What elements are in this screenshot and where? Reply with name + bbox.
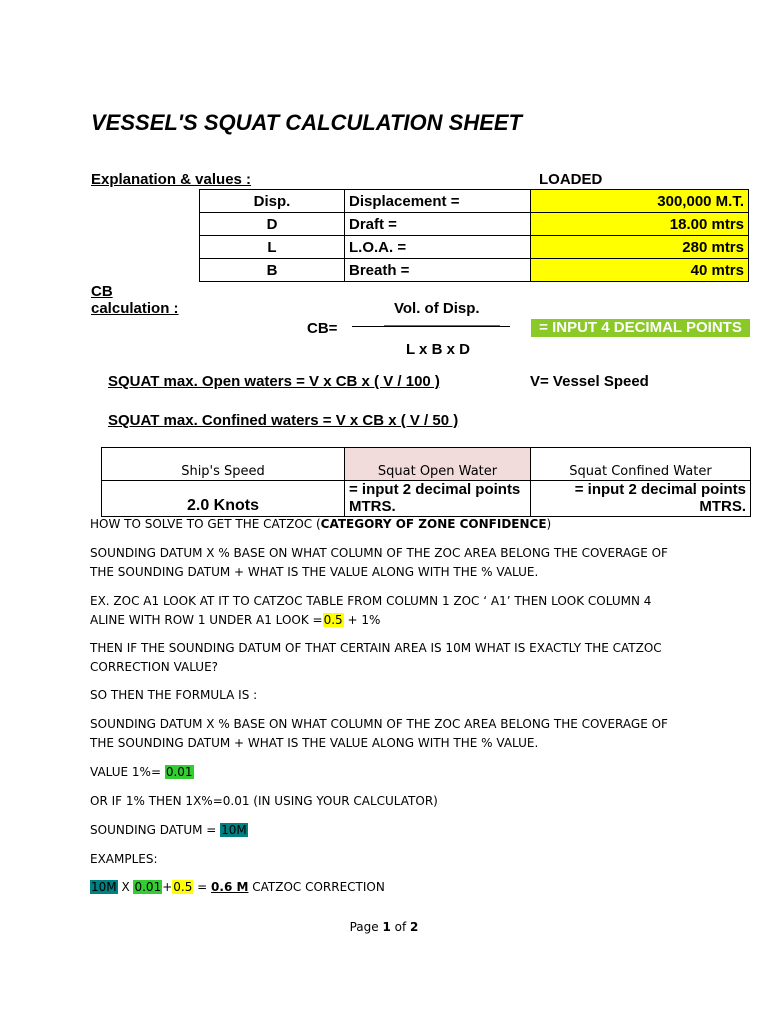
fraction-accent-line (384, 325, 500, 326)
paragraph-examples: EXAMPLES: (90, 852, 158, 866)
ex-tail: CATZOC CORRECTION (248, 880, 385, 894)
highlight-0-01: 0.01 (165, 765, 193, 779)
paragraph-formula-2: SOUNDING DATUM X % BASE ON WHAT COLUMN OF THE ZOC AREA BELONG THE COVERAGE OF THE SOUNDING DATUM + WHAT IS THE VALUE ALONG WITH THE % VALUE. (90, 717, 668, 750)
open-unit: MTRS. (349, 498, 396, 515)
speed-value[interactable]: 2.0 Knots (102, 481, 345, 517)
paragraph-calculator: OR IF 1% THEN 1X%=0.01 (IN USING YOUR CALCULATOR) (90, 794, 438, 808)
paragraph-value (90, 763, 690, 782)
example-calculation (90, 878, 690, 897)
label-cell: Displacement = (345, 190, 531, 213)
cb-label-line2: calculation : (91, 300, 179, 317)
explanation-label: Explanation & values : (91, 171, 252, 188)
squat-confined-formula: SQUAT max. Confined waters = V x CB x ( V / 50 ) (108, 412, 459, 429)
of-word: of (390, 920, 411, 934)
table-row (200, 236, 749, 259)
example-tail: + 1% (343, 613, 381, 627)
paragraph-sounding-datum (90, 821, 690, 840)
values-table (199, 189, 749, 282)
value-cell[interactable]: 300,000 M.T. (531, 190, 749, 213)
highlight-10m: 10M (221, 823, 247, 837)
highlight-0-5: 0.5 (323, 613, 343, 627)
symbol-cell: L (200, 236, 345, 259)
ex-result: 0.6 M (211, 880, 249, 894)
paragraph-formula-1: SOUNDING DATUM X % BASE ON WHAT COLUMN OF THE ZOC AREA BELONG THE COVERAGE OF THE SOUNDING DATUM + WHAT IS THE VALUE ALONG WITH THE % VALUE. (90, 546, 668, 579)
catzoc-heading-a: HOW TO SOLVE TO GET THE CATZOC ( (90, 517, 321, 531)
sounding-label: SOUNDING DATUM = (90, 823, 221, 837)
ex-0-5: 0.5 (173, 880, 193, 894)
value-cell[interactable]: 18.00 mtrs (531, 213, 749, 236)
header-squat-confined: Squat Confined Water (531, 448, 751, 481)
paragraph-example (90, 592, 690, 630)
cb-label-line1: CB (91, 283, 113, 300)
squat-confined-value[interactable] (531, 481, 751, 517)
confined-unit: MTRS. (699, 498, 746, 515)
table-row (200, 213, 749, 236)
cb-denominator: L x B x D (406, 341, 470, 358)
paragraph-so-then: SO THEN THE FORMULA IS : (90, 688, 258, 702)
value-label: VALUE 1%= (90, 765, 165, 779)
table-row (200, 190, 749, 213)
symbol-cell: D (200, 213, 345, 236)
ex-10m: 10M (91, 880, 117, 894)
example-text: EX. ZOC A1 LOOK AT IT TO CATZOC TABLE FROM COLUMN 1 ZOC ‘ A1’ THEN LOOK COLUMN 4 ALINE WITH ROW 1 UNDER A1 LOOK = (90, 594, 652, 627)
page-footer (0, 920, 768, 934)
speed-table (101, 447, 751, 517)
sheet-title: VESSEL'S SQUAT CALCULATION SHEET (91, 110, 522, 135)
symbol-cell: B (200, 259, 345, 282)
ex-plus: + (162, 880, 173, 894)
cb-numerator: Vol. of Disp. (394, 300, 480, 317)
input-4-decimal-note: = INPUT 4 DECIMAL POINTS (531, 319, 750, 337)
ex-x: X (117, 880, 134, 894)
value-cell[interactable]: 280 mtrs (531, 236, 749, 259)
confined-input-note: = input 2 decimal points (574, 481, 746, 498)
page-current: 1 (382, 920, 391, 934)
ex-0-01: 0.01 (134, 880, 162, 894)
catzoc-heading (90, 515, 690, 534)
open-input-note: = input 2 decimal points (349, 481, 521, 498)
table-header-row (102, 448, 751, 481)
ex-equals: = (193, 880, 212, 894)
v-definition: V= Vessel Speed (530, 373, 649, 390)
header-ships-speed: Ship's Speed (102, 448, 345, 481)
catzoc-heading-b: CATEGORY OF ZONE CONFIDENCE (320, 517, 547, 531)
squat-open-formula: SQUAT max. Open waters = V x CB x ( V / 100 ) (108, 373, 440, 390)
catzoc-heading-c: ) (546, 517, 552, 531)
value-cell[interactable]: 40 mtrs (531, 259, 749, 282)
page-word: Page (349, 920, 383, 934)
page-total: 2 (410, 920, 419, 934)
loaded-label: LOADED (539, 171, 603, 188)
label-cell: Draft = (345, 213, 531, 236)
squat-open-value[interactable] (345, 481, 531, 517)
table-row (200, 259, 749, 282)
header-squat-open: Squat Open Water (345, 448, 531, 481)
fraction-line (352, 326, 510, 327)
label-cell: L.O.A. = (345, 236, 531, 259)
table-row (102, 481, 751, 517)
paragraph-question: THEN IF THE SOUNDING DATUM OF THAT CERTAIN AREA IS 10M WHAT IS EXACTLY THE CATZOC CORRECTION VALUE? (90, 641, 662, 674)
symbol-cell: Disp. (200, 190, 345, 213)
cb-equals: CB= (307, 320, 338, 337)
label-cell: Breath = (345, 259, 531, 282)
cb-label (91, 283, 179, 317)
